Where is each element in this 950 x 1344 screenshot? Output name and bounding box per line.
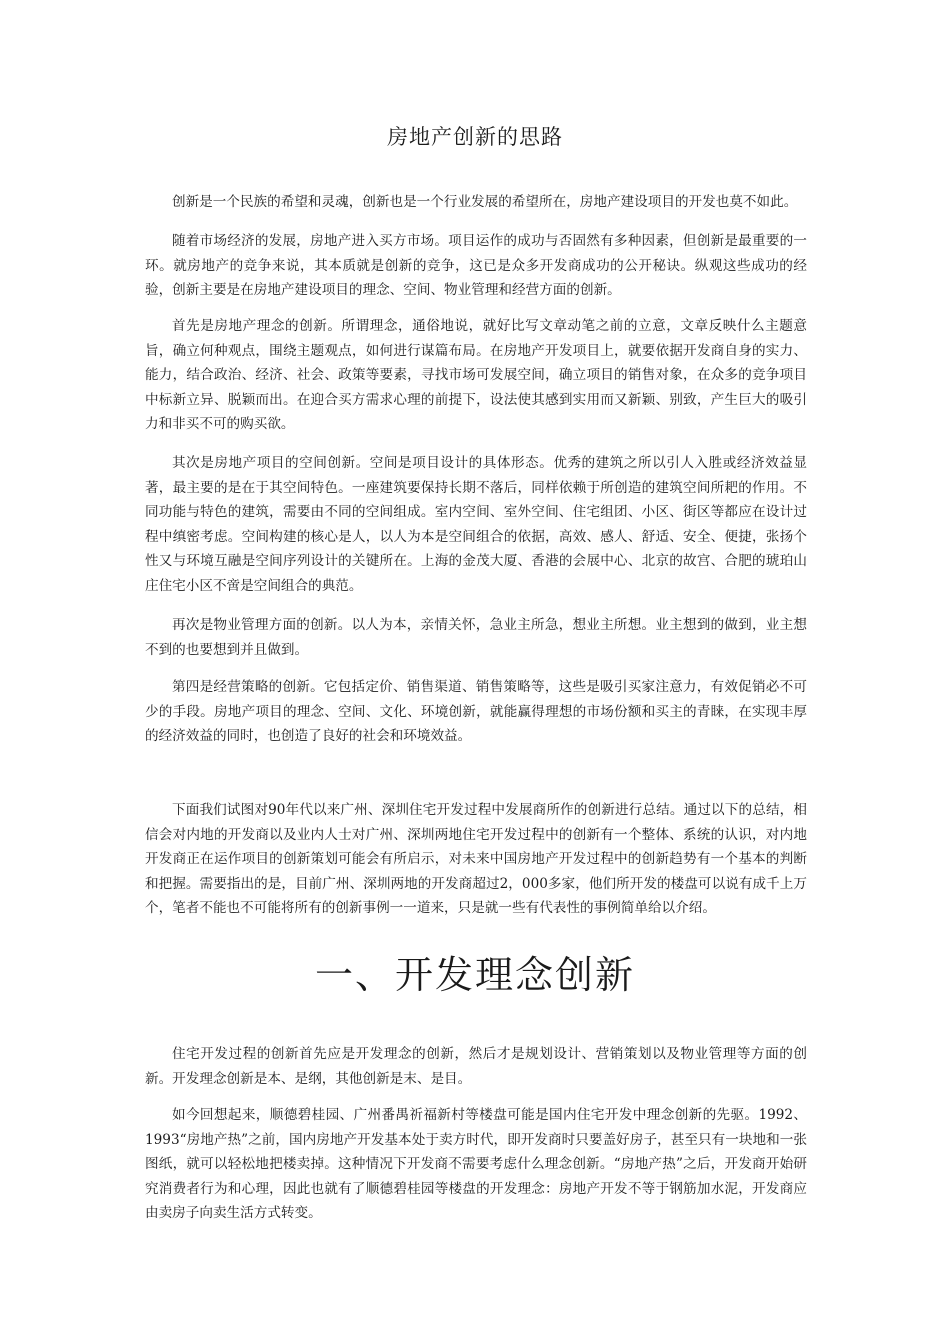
paragraph-pioneers: 如今回想起来，顺德碧桂园、广州番禺祈福新村等楼盘可能是国内住宅开发中理念创新的先驱。1992、1993“房地产热”之前，国内房地产开发基本处于卖方时代，即开发商时只要盖好房子，甚至只有一块地和一张图纸，就可以轻松地把楼卖掉。这种情况下开发商不需要考虑什么理念创新。“房地产热”之后，开发商开始研究消费者行为和心理，因此也就有了顺德碧桂园等楼盘的开发理念：房地产开发不等于钢筋加水泥，开发商应由卖房子向卖生活方式转变。 — [145, 1107, 807, 1221]
paragraph-property-management: 再次是物业管理方面的创新。以人为本，亲情关怀，急业主所急，想业主所想。业主想到的做到，业主想不到的也要想到并且做到。 — [145, 617, 807, 658]
paragraph-business-strategy: 第四是经营策略的创新。它包括定价、销售渠道、销售策略等，这些是吸引买家注意力，有效促销必不可少的手段。房地产项目的理念、空间、文化、环境创新，就能赢得理想的市场份额和买主的青睐，在实现丰厚的经济效益的同时，也创造了良好的社会和环境效益。 — [145, 679, 807, 744]
paragraph-intro: 创新是一个民族的希望和灵魂，创新也是一个行业发展的希望所在，房地产建设项目的开发也莫不如此。 — [172, 194, 798, 210]
paragraph-concept-innovation: 首先是房地产理念的创新。所谓理念，通俗地说，就好比写文章动笔之前的立意，文章反映什么主题意旨，确立何种观点，围绕主题观点，如何进行谋篇布局。在房地产开发项目上，就要依据开发商自身的实力、能力，结合政治、经济、社会、政策等要素，寻找市场可发展空间，确立项目的销售对象，在众多的竞争项目中标新立异、脱颖而出。在迎合买方需求心理的前提下，设法使其感到实用而又新颖、别致，产生巨大的吸引力和非买不可的购买欲。 — [145, 318, 807, 432]
paragraph-summary-intro: 下面我们试图对90年代以来广州、深圳住宅开发过程中发展商所作的创新进行总结。通过以下的总结，相信会对内地的开发商以及业内人士对广州、深圳两地住宅开发过程中的创新有一个整体、系统的认识，对内地开发商正在运作项目的创新策划可能会有所启示，对未来中国房地产开发过程中的创新趋势有一个基本的判断和把握。需要指出的是，目前广州、深圳两地的开发商超过2，000多家，他们所开发的楼盘可以说有成千上万个，笔者不能也不可能将所有的创新事例一一道来，只是就一些有代表性的事例简单给以介绍。 — [145, 802, 807, 916]
paragraph-market: 随着市场经济的发展，房地产进入买方市场。项目运作的成功与否固然有多种因素，但创新是最重要的一环。就房地产的竞争来说，其本质就是创新的竞争，这已是众多开发商成功的公开秘诀。纵观这些成功的经验，创新主要是在房地产建设项目的理念、空间、物业管理和经营方面的创新。 — [145, 233, 807, 298]
paragraph-space-innovation: 其次是房地产项目的空间创新。空间是项目设计的具体形态。优秀的建筑之所以引人入胜或经济效益显著，最主要的是在于其空间特色。一座建筑要保持长期不落后，同样依赖于所创造的建筑空间所耙的作用。不同功能与特色的建筑，需要由不同的空间组成。室内空间、室外空间、住宅组团、小区、街区等都应在设计过程中缜密考虑。空间构建的核心是人，以人为本是空间组合的依据，高效、感人、舒适、安全、便捷，张扬个性又与环境互融是空间序列设计的关键所在。上海的金茂大厦、香港的会展中心、北京的故宫、合肥的琥珀山庄住宅小区不啻是空间组合的典范。 — [145, 455, 807, 594]
document-title: 房地产创新的思路 — [387, 125, 563, 149]
section-heading: 一、开发理念创新 — [314, 953, 635, 997]
paragraph-development-concept: 住宅开发过程的创新首先应是开发理念的创新，然后才是规划设计、营销策划以及物业管理等方面的创新。开发理念创新是本、是纲，其他创新是末、是目。 — [145, 1046, 807, 1087]
